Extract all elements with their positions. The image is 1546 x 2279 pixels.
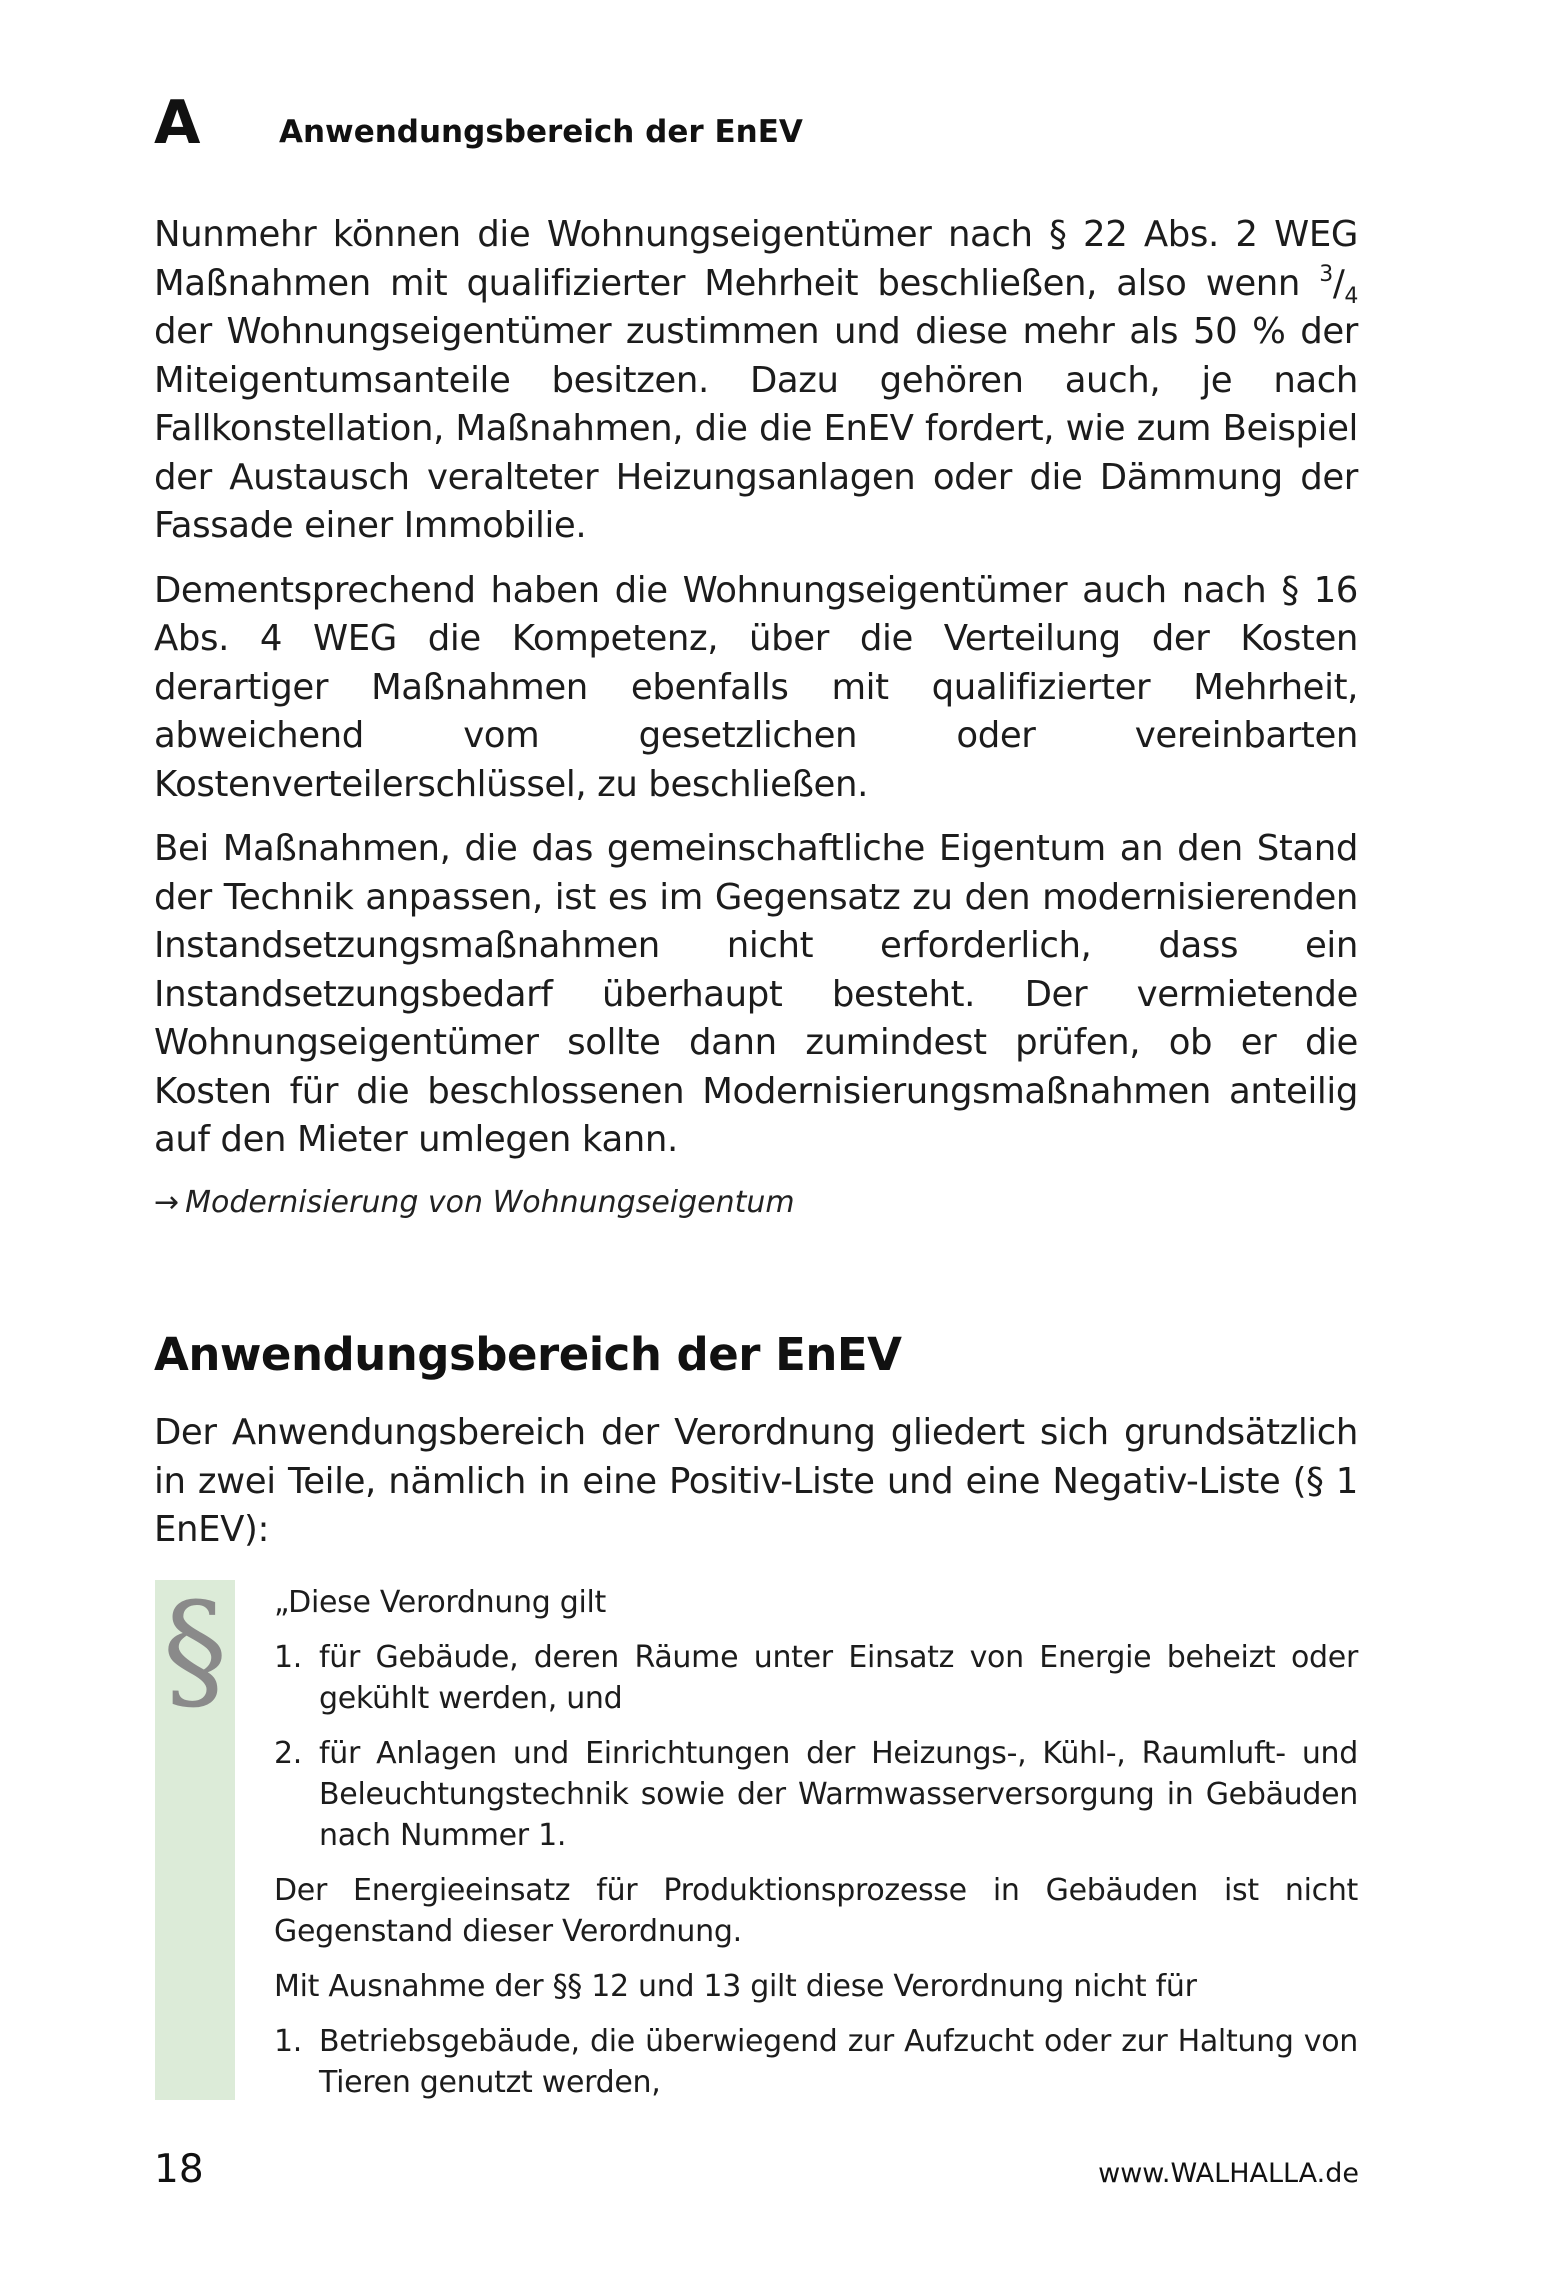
intro-paragraph-3: Bei Maßnahmen, die das gemeinschaftliche Eigentum an den Stand der Technik anpassen, ist es im Gegensatz zu den modernisierenden Instandsetzungsmaßnahmen nicht erforderlich, dass ein Instandsetzungsbedarf überhaupt besteht. Der vermietende Wohnungseigentümer sollte dann zumindest prüfen, ob er die Kosten für die beschlossenen Modernisierungsmaßnahmen anteilig auf den Mieter umlegen kann. bbox=[154, 828, 1358, 1160]
legal-quote-note: Der Energieeinsatz für Produktionsprozesse in Gebäuden ist nicht Gegenstand dieser Verordnung. bbox=[274, 1873, 1358, 1949]
legal-quote bbox=[274, 1582, 1358, 2117]
legal-quote-opening: „Diese Verordnung gilt bbox=[274, 1585, 607, 1620]
chapter-letter: A bbox=[154, 88, 201, 158]
list-item: 1. für Gebäude, deren Räume unter Einsatz von Energie beheizt oder gekühlt werden, und bbox=[274, 1640, 1358, 1716]
footer-url: www.WALHALLA.de bbox=[1098, 2158, 1359, 2189]
list-item: 2. für Anlagen und Einrichtungen der Heizungs-, Kühl-, Raumluft- und Beleuchtungstechnik sowie der Warmwasserversorgung in Gebäuden nach Nummer 1. bbox=[274, 1736, 1358, 1853]
intro-paragraph-1: Nunmehr können die Wohnungseigentümer nach § 22 Abs. 2 WEG Maßnahmen mit qualifizierter Mehrheit beschließen, also wenn $^3/_4$ der Wohnungseigentümer zustimmen und diese mehr als 50 % der Miteigentumsanteile besitzen. Dazu gehören auch, je nach Fallkonstellation, Maßnahmen, die die EnEV fordert, wie zum Beispiel der Austausch veralteter Heizungsanlagen oder die Dämmung der Fassade einer Immobilie. bbox=[154, 214, 1358, 546]
fraction-three-quarters: $^3/_4$ bbox=[1319, 261, 1358, 309]
scope-list bbox=[274, 1637, 1358, 1856]
intro-text bbox=[154, 211, 1358, 1181]
paragraph-icon: § bbox=[162, 1574, 228, 1726]
arrow-right-icon: → bbox=[154, 1185, 180, 1220]
running-header-title: Anwendungsbereich der EnEV bbox=[279, 114, 803, 150]
section-intro bbox=[154, 1409, 1358, 1571]
page-number: 18 bbox=[154, 2147, 204, 2192]
legal-quote-exceptions-intro: Mit Ausnahme der §§ 12 und 13 gilt diese Verordnung nicht für bbox=[274, 1969, 1197, 2004]
section-heading: Anwendungsbereich der EnEV bbox=[154, 1328, 902, 1381]
exceptions-list bbox=[274, 2021, 1358, 2103]
list-item: 1. Betriebsgebäude, die überwiegend zur Aufzucht oder zur Haltung von Tieren genutzt werden, bbox=[274, 2024, 1358, 2100]
cross-reference-text: Modernisierung von Wohnungseigentum bbox=[185, 1185, 795, 1220]
section-intro-paragraph: Der Anwendungsbereich der Verordnung gliedert sich grundsätzlich in zwei Teile, nämlich in eine Positiv-Liste und eine Negativ-Liste (§ 1 EnEV): bbox=[154, 1412, 1358, 1550]
cross-reference-link[interactable] bbox=[154, 1183, 795, 1223]
intro-paragraph-2: Dementsprechend haben die Wohnungseigentümer auch nach § 16 Abs. 4 WEG die Kompetenz, über die Verteilung der Kosten derartiger Maßnahmen ebenfalls mit qualifizierter Mehrheit, abweichend vom gesetzlichen oder vereinbarten Kostenverteilerschlüssel, zu beschließen. bbox=[154, 569, 1358, 805]
